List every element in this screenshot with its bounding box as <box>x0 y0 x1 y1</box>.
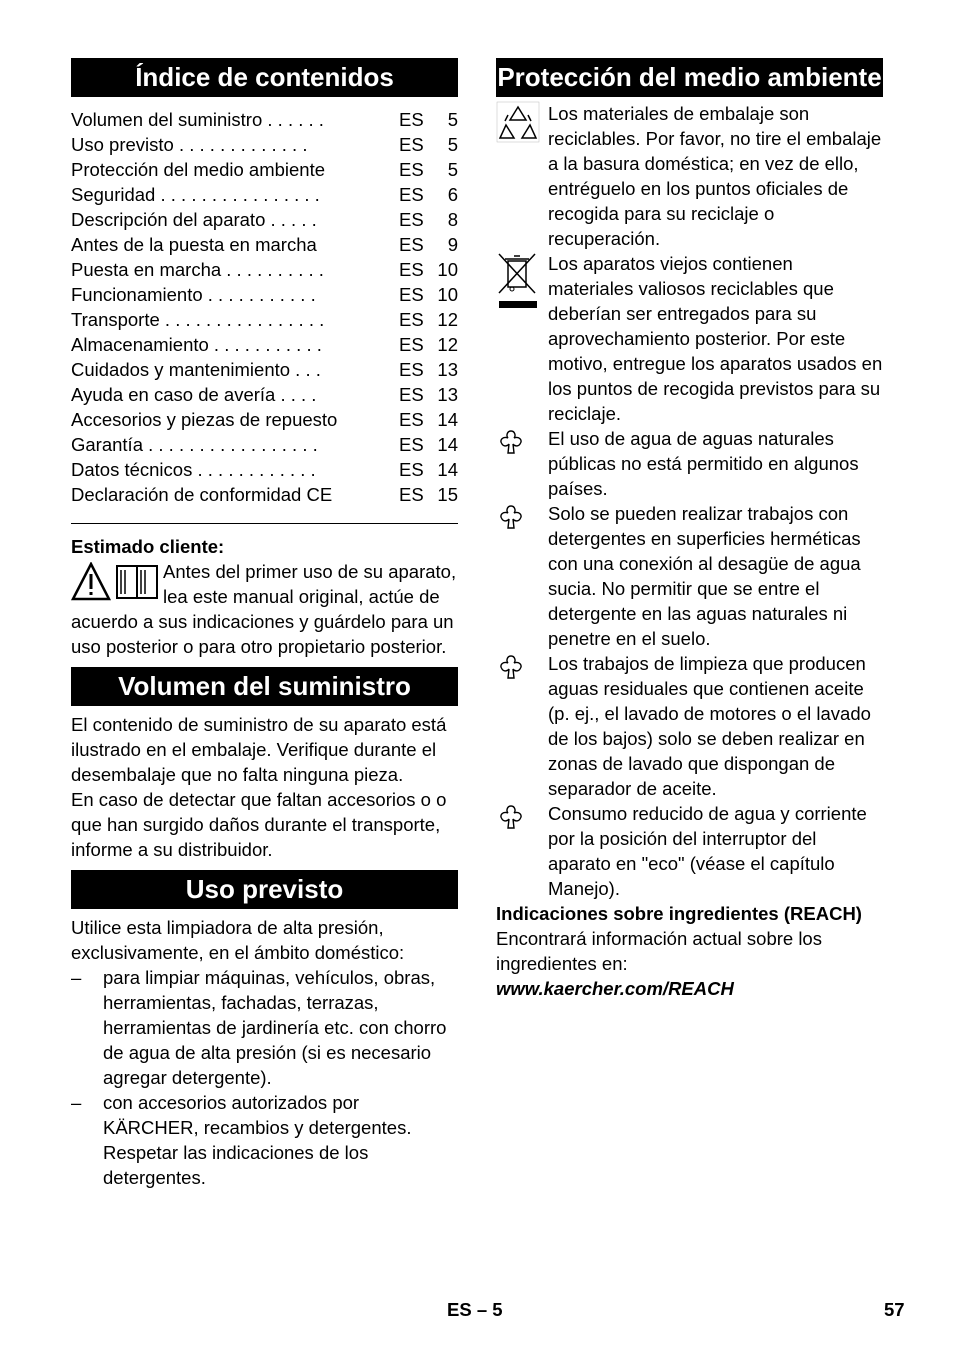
toc-entry-lang: ES <box>399 234 424 255</box>
proteccion-item-text: Los materiales de embalaje son reciclables. Por favor, no tire el embalaje a la basura doméstica; en vez de ello, entréguelo en los puntos oficiales de recogida para su reciclaje o recuperación. <box>548 103 882 249</box>
toc-entry-label: Funcionamiento . . . . . . . . . . . <box>71 284 316 305</box>
toc-row[interactable] <box>71 482 458 507</box>
dash-bullet: – <box>71 1092 82 1113</box>
toc-row[interactable] <box>71 457 458 482</box>
list-item <box>71 965 458 1090</box>
toc-entry-page: 9 <box>447 234 458 255</box>
toc-entry-label: Descripción del aparato . . . . . <box>71 209 317 230</box>
right-column <box>496 58 883 1001</box>
footer-section: ES – 5 <box>447 1299 503 1320</box>
toc-entry-lang: ES <box>399 159 424 180</box>
toc-entry-lang: ES <box>399 259 424 280</box>
toc-entry-label: Protección del medio ambiente <box>71 159 326 180</box>
toc-entry-lang: ES <box>399 209 424 230</box>
toc-row[interactable] <box>71 232 458 257</box>
toc-entry-page: 14 <box>437 409 458 430</box>
footer-page-number: 57 <box>884 1299 905 1320</box>
proteccion-item <box>496 651 883 801</box>
toc-entry-lang: ES <box>399 459 424 480</box>
list-item-text: para limpiar máquinas, vehículos, obras, herramientas, fachadas, terrazas, herramientas de jardinería etc. con chorro de agua de alta presión (si es necesario agregar detergente). <box>103 967 447 1088</box>
volumen-paragraph: El contenido de suministro de su aparato está ilustrado en el embalaje. Verifique durante el desembalaje que no falta ninguna pieza. <box>71 714 447 785</box>
toc-row[interactable] <box>71 282 458 307</box>
toc-entry-label: Accesorios y piezas de repuesto <box>71 409 338 430</box>
proteccion-title: Protección del medio ambiente <box>496 58 883 97</box>
proteccion-item <box>496 801 883 901</box>
divider <box>71 523 458 524</box>
proteccion-item-text: Los aparatos viejos contienen materiales valiosos reciclables que deberían ser entregados para su aprovechamiento posterior. Por este motivo, entregue los aparatos usados en los puntos de recogida previstos para su reciclaje. <box>548 253 883 424</box>
toc-entry-lang: ES <box>399 134 424 155</box>
toc-entry-lang: ES <box>399 384 424 405</box>
proteccion-item <box>496 426 883 501</box>
toc-title: Índice de contenidos <box>71 58 458 97</box>
toc-entry-lang: ES <box>399 284 424 305</box>
toc-row[interactable] <box>71 207 458 232</box>
toc-row[interactable] <box>71 157 458 182</box>
toc-entry-page: 14 <box>437 459 458 480</box>
toc-row[interactable] <box>71 407 458 432</box>
warning-manual-icon <box>71 562 163 602</box>
proteccion-list <box>496 101 883 901</box>
toc-row[interactable] <box>71 182 458 207</box>
toc-entry-page: 12 <box>437 334 458 355</box>
toc-entry-lang: ES <box>399 409 424 430</box>
toc-entry-label: Uso previsto . . . . . . . . . . . . . <box>71 134 308 155</box>
toc-entry-page: 10 <box>437 284 458 305</box>
toc-entry-label: Seguridad . . . . . . . . . . . . . . . . <box>71 184 320 205</box>
list-item-text: con accesorios autorizados por KÄRCHER, recambios y detergentes. Respetar las indicaciones de los detergentes. <box>103 1092 412 1188</box>
proteccion-item-text: Solo se pueden realizar trabajos con detergentes en superficies herméticas con una conexión al desagüe de agua sucia. No permitir que se entre el detergente en las aguas naturales ni penetre en el suelo. <box>548 503 861 649</box>
uso-title: Uso previsto <box>71 870 458 909</box>
toc-entry-page: 5 <box>447 134 458 155</box>
toc-entry-label: Ayuda en caso de avería . . . . <box>71 384 317 405</box>
toc-entry-page: 14 <box>437 434 458 455</box>
reach-heading: Indicaciones sobre ingredientes (REACH) <box>496 903 862 924</box>
uso-intro: Utilice esta limpiadora de alta presión, exclusivamente, en el ámbito doméstico: <box>71 917 405 963</box>
toc-entry-label: Cuidados y mantenimiento . . . <box>71 359 321 380</box>
proteccion-item-text: Los trabajos de limpieza que producen aguas residuales que contienen aceite (p. ej., el lavado de motores o el lavado de los bajos) solo se deben realizar en zonas de lavado que dispongan de separador de aceite. <box>548 653 871 799</box>
uso-list <box>71 965 458 1190</box>
toc-row[interactable] <box>71 432 458 457</box>
toc-row[interactable] <box>71 107 458 132</box>
toc-entry-label: Garantía . . . . . . . . . . . . . . . . . <box>71 434 318 455</box>
toc-entry-lang: ES <box>399 334 424 355</box>
toc-entry-lang: ES <box>399 359 424 380</box>
proteccion-item <box>496 501 883 651</box>
toc-entry-page: 10 <box>437 259 458 280</box>
toc-entry-label: Antes de la puesta en marcha <box>71 234 317 255</box>
toc-entry-page: 8 <box>447 209 458 230</box>
toc-entry-lang: ES <box>399 434 424 455</box>
crossed-bin-icon <box>496 251 540 319</box>
dash-bullet: – <box>71 967 82 988</box>
toc-entry-label: Almacenamiento . . . . . . . . . . . <box>71 334 322 355</box>
environment-icon <box>496 428 526 464</box>
toc-entry-page: 12 <box>437 309 458 330</box>
proteccion-item-text: Consumo reducido de agua y corriente por la posición del interruptor del aparato en "eco" (véase el capítulo Manejo). <box>548 803 867 899</box>
toc-entry-lang: ES <box>399 109 424 130</box>
toc-entry-page: 13 <box>437 384 458 405</box>
reach-link[interactable]: www.kaercher.com/REACH <box>496 978 734 999</box>
toc-row[interactable] <box>71 257 458 282</box>
toc-row[interactable] <box>71 382 458 407</box>
toc-entry-lang: ES <box>399 484 424 505</box>
volumen-paragraph: En caso de detectar que faltan accesorios o o que han surgido daños durante el transporte, informe a su distribuidor. <box>71 789 447 860</box>
toc-row[interactable] <box>71 332 458 357</box>
left-column <box>71 58 458 1190</box>
list-item <box>71 1090 458 1190</box>
toc-entry-label: Volumen del suministro . . . . . . <box>71 109 324 130</box>
environment-icon <box>496 803 526 839</box>
proteccion-item <box>496 251 883 426</box>
toc-entry-label: Transporte . . . . . . . . . . . . . . . . <box>71 309 325 330</box>
toc-entry-lang: ES <box>399 309 424 330</box>
toc-list <box>71 107 458 507</box>
toc-entry-page: 6 <box>447 184 458 205</box>
toc-entry-label: Declaración de conformidad CE <box>71 484 333 505</box>
environment-icon <box>496 503 526 539</box>
reach-text: Encontrará información actual sobre los ingredientes en: <box>496 928 822 974</box>
greeting-heading: Estimado cliente: <box>71 536 225 557</box>
proteccion-item-text: El uso de agua de aguas naturales públicas no está permitido en algunos países. <box>548 428 859 499</box>
greeting-block <box>71 559 458 659</box>
toc-entry-label: Puesta en marcha . . . . . . . . . . <box>71 259 324 280</box>
toc-entry-page: 5 <box>447 159 458 180</box>
volumen-title: Volumen del suministro <box>71 667 458 706</box>
toc-entry-lang: ES <box>399 184 424 205</box>
recycle-icon <box>496 101 540 149</box>
greeting-text: Antes del primer uso de su aparato, lea este manual original, actúe de acuerdo a sus indicaciones y guárdelo para un uso posterior o para otro propietario posterior. <box>71 561 457 657</box>
toc-row[interactable] <box>71 307 458 332</box>
proteccion-item <box>496 101 883 251</box>
environment-icon <box>496 653 526 689</box>
toc-entry-label: Datos técnicos . . . . . . . . . . . . <box>71 459 316 480</box>
toc-row[interactable] <box>71 357 458 382</box>
toc-entry-page: 5 <box>447 109 458 130</box>
toc-row[interactable] <box>71 132 458 157</box>
toc-entry-page: 15 <box>437 484 458 505</box>
toc-entry-page: 13 <box>437 359 458 380</box>
